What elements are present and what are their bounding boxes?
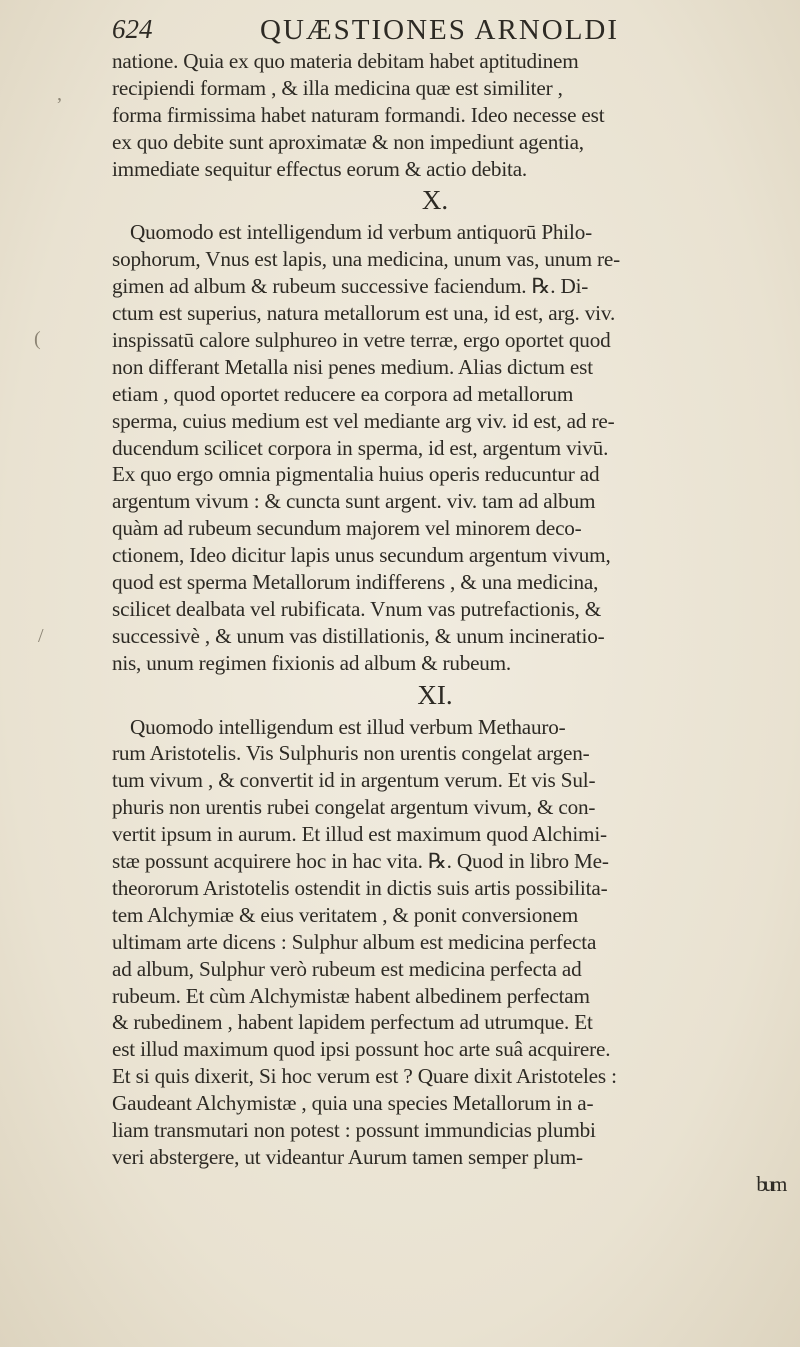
text-line: inspissatū calore sulphureo in vetre terræ, ergo oportet quod	[112, 328, 611, 353]
text-line: tum vivum , & convertit id in argentum verum. Et vis Sul-	[112, 768, 596, 793]
text-line: ducendum scilicet corpora in sperma, id est, argentum vivū.	[112, 435, 609, 460]
margin-mark: /	[38, 625, 44, 647]
text-line: theororum Aristotelis ostendit in dictis suis artis possibilita-	[112, 875, 608, 900]
text-line: natione. Quia ex quo materia debitam habet aptitudinem	[112, 49, 579, 73]
text-line: ctionem, Ideo dicitur lapis unus secundum argentum vivum,	[112, 543, 611, 568]
text-line: sperma, cuius medium est vel mediante arg viv. id est, ad re-	[112, 408, 615, 433]
section-heading: X.	[421, 185, 449, 216]
text-line: tem Alchymiæ & eius veritatem , & ponit conversionem	[112, 902, 579, 927]
text-line: immediate sequitur effectus eorum & actio debita.	[112, 156, 527, 181]
text-line: ultimam arte dicens : Sulphur album est medicina perfecta	[112, 929, 597, 954]
text-line: Ex quo ergo omnia pigmentalia huius operis reducuntur ad	[112, 462, 600, 487]
text-line: liam transmutari non potest : possunt immundicias plumbi	[112, 1117, 596, 1142]
margin-mark: ,	[57, 83, 62, 105]
text-line: stæ possunt acquirere hoc in hac vita. ℞. Quod in libro Me-	[112, 849, 609, 874]
text-line: veri abstergere, ut videantur Aurum tamen semper plum-	[112, 1144, 583, 1169]
text-line: rubeum. Et cùm Alchymistæ habent albedinem perfectam	[112, 983, 590, 1008]
text-line: Et si quis dixerit, Si hoc verum est ? Quare dixit Aristoteles :	[112, 1064, 617, 1089]
body-text	[112, 48, 798, 1198]
text-line: ex quo debite sunt aproximatæ & non impediunt agentia,	[112, 129, 584, 154]
text-line: Quomodo intelligendum est illud verbum Methauro-	[130, 714, 566, 739]
text-line: forma firmissima habet naturam formandi. Ideo necesse est	[112, 102, 605, 127]
text-line: ctum est superius, natura metallorum est una, id est, arg. viv.	[112, 301, 616, 326]
text-line: vertit ipsum in aurum. Et illud est maximum quod Alchimi-	[112, 822, 607, 847]
text-line: quàm ad rubeum secundum majorem vel minorem deco-	[112, 516, 582, 541]
text-line: gimen ad album & rubeum successive faciendum. ℞. Di-	[112, 274, 589, 299]
page-number: 624	[112, 14, 153, 44]
catchword: bum	[756, 1171, 784, 1196]
text-line: rum Aristotelis. Vis Sulphuris non urentis congelat argen-	[112, 741, 590, 766]
text-line: scilicet dealbata vel rubificata. Vnum vas putrefactionis, &	[112, 596, 602, 621]
text-line: nis, unum regimen fixionis ad album & rubeum.	[112, 650, 511, 675]
margin-mark: (	[34, 328, 41, 350]
text-line: ad album, Sulphur verò rubeum est medicina perfecta ad	[112, 956, 582, 981]
page-header	[112, 14, 792, 50]
text-line: quod est sperma Metallorum indifferens , & una medicina,	[112, 570, 599, 595]
section-heading: XI.	[417, 679, 453, 710]
text-line: est illud maximum quod ipsi possunt hoc arte suâ acquirere.	[112, 1037, 611, 1062]
running-title: QUÆSTIONES ARNOLDI	[260, 14, 620, 46]
text-line: Quomodo est intelligendum id verbum antiquorū Philo-	[130, 220, 592, 245]
text-line: recipiendi formam , & illa medicina quæ est similiter ,	[112, 75, 563, 100]
text-line: argentum vivum : & cuncta sunt argent. viv. tam ad album	[112, 489, 596, 514]
text-line: sophorum, Vnus est lapis, una medicina, unum vas, unum re-	[112, 247, 621, 272]
text-line: & rubedinem , habent lapidem perfectum ad utrumque. Et	[112, 1010, 593, 1035]
text-line: non differant Metalla nisi penes medium. Alias dictum est	[112, 354, 593, 379]
text-line: successivè , & unum vas distillationis, & unum incineratio-	[112, 623, 605, 648]
text-line: phuris non urentis rubei congelat argentum vivum, & con-	[112, 795, 596, 820]
text-line: Gaudeant Alchymistæ , quia una species Metallorum in a-	[112, 1091, 594, 1116]
text-line: etiam , quod oportet reducere ea corpora ad metallorum	[112, 381, 574, 406]
